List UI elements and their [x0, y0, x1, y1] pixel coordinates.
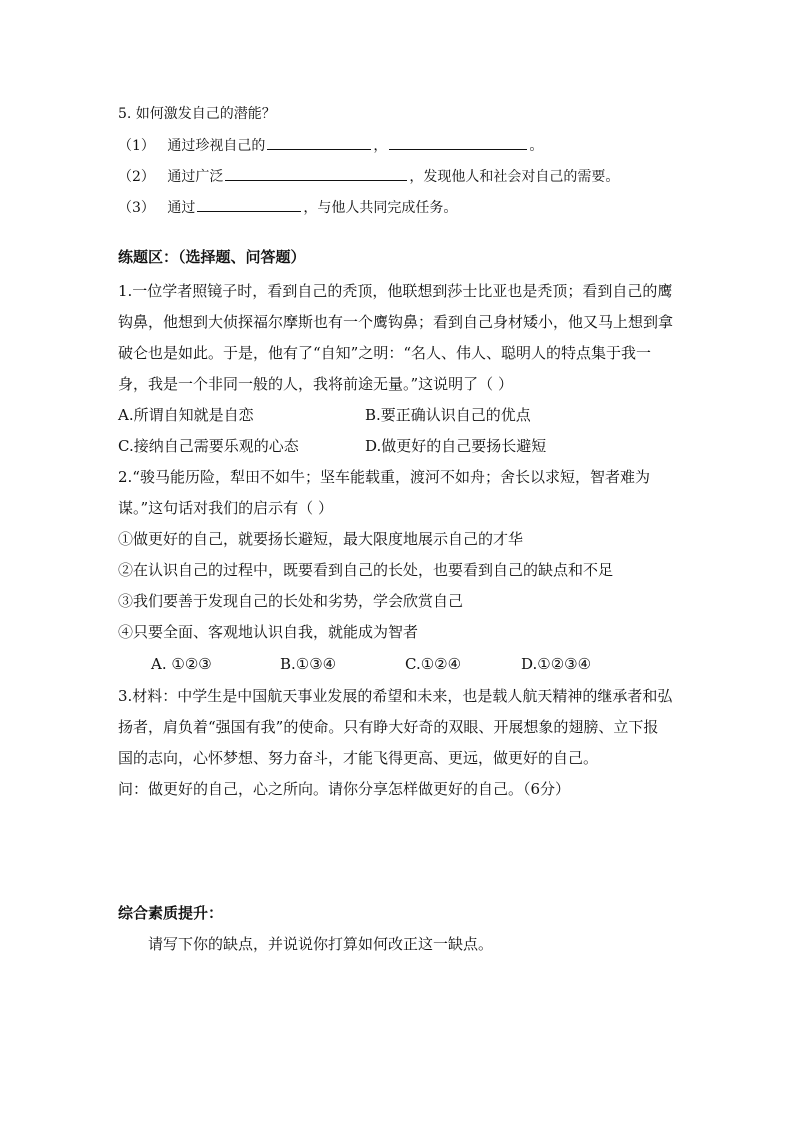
q2-option-a[interactable]: A. ①②③: [151, 655, 212, 673]
q5-item-3-post: ，与他人共同完成任务。: [303, 200, 458, 216]
q2-option-b[interactable]: B.①③④: [280, 655, 337, 673]
improve-heading: 综合素质提升：: [118, 904, 224, 922]
q5-item-3: [118, 197, 718, 218]
q5-item-3-pre: 通过: [167, 200, 196, 216]
q1-line-3: 破仑也是如此。于是，他有了“自知”之明：“名人、伟人、聪明人的特点集于我一: [118, 344, 652, 362]
q1-line-4: 身，我是一个非同一般的人，我将前途无量。”这说明了（ ）: [118, 375, 513, 393]
q2-statement-1: ①做更好的自己，就要扬长避短，最大限度地展示自己的才华: [118, 530, 524, 548]
q5-item-1: [118, 135, 718, 156]
q5-item-3-num: （3）: [118, 200, 155, 216]
q5-item-2: [118, 166, 718, 187]
q5-title: 5. 如何激发自己的潜能？: [118, 106, 276, 122]
q5-item-1-blank-b[interactable]: [389, 135, 527, 150]
q3-line-2: 扬者，肩负着“强国有我”的使命。只有睁大好奇的双眼、开展想象的翅膀、立下报: [118, 718, 659, 736]
q1-option-d[interactable]: D.做更好的自己要扬长避短: [365, 437, 547, 455]
q5-item-1-mid: ，: [373, 138, 388, 154]
q2-line-1: 2.“骏马能历险，犁田不如牛；坚车能载重，渡河不如舟；舍长以求短，智者难为: [118, 468, 650, 486]
q5-item-2-post: ，发现他人和社会对自己的需要。: [409, 169, 620, 185]
q2-statement-2: ②在认识自己的过程中，既要看到自己的长处，也要看到自己的缺点和不足: [118, 561, 614, 579]
q5-item-2-num: （2）: [118, 169, 155, 185]
improve-prompt: 请写下你的缺点，并说说你打算如何改正这一缺点。: [148, 935, 494, 953]
q2-statement-4: ④只要全面、客观地认识自我，就能成为智者: [118, 623, 419, 641]
q1-option-c[interactable]: C.接纳自己需要乐观的心态: [118, 437, 299, 455]
q3-question: 问：做更好的自己，心之所向。请你分享怎样做更好的自己。（6分）: [118, 780, 571, 798]
q5-item-1-post: 。: [529, 138, 544, 154]
q5-item-3-blank[interactable]: [197, 197, 301, 212]
q2-option-c[interactable]: C.①②④: [405, 655, 462, 673]
q5-item-2-blank[interactable]: [225, 166, 407, 181]
q2-line-2: 谋。”这句话对我们的启示有（ ）: [118, 499, 333, 517]
q5-item-1-pre: 通过珍视自己的: [167, 138, 266, 154]
q1-line-2: 钩鼻，他想到大侦探福尔摩斯也有一个鹰钩鼻；看到自己身材矮小，他又马上想到拿: [118, 313, 674, 331]
practice-heading: 练题区：（选择题、问答题）: [118, 248, 306, 266]
q1-line-1: 1.一位学者照镜子时，看到自己的秃顶，他联想到莎士比亚也是秃顶；看到自己的鹰: [118, 282, 673, 300]
q2-statement-3: ③我们要善于发现自己的长处和劣势，学会欣赏自己: [118, 592, 464, 610]
q3-line-3: 国的志向，心怀梦想、努力奋斗，才能飞得更高、更远，做更好的自己。: [118, 749, 599, 767]
q5-item-1-blank-a[interactable]: [267, 135, 371, 150]
q1-option-b[interactable]: B.要正确认识自己的优点: [365, 406, 531, 424]
q5-item-1-num: （1）: [118, 138, 155, 154]
q3-line-1: 3.材料：中学生是中国航天事业发展的希望和未来，也是载人航天精神的继承者和弘: [118, 687, 673, 705]
q2-option-d[interactable]: D.①②③④: [521, 655, 592, 673]
q1-option-a[interactable]: A.所谓自知就是自恋: [118, 406, 254, 424]
q5-item-2-pre: 通过广泛: [167, 169, 224, 185]
